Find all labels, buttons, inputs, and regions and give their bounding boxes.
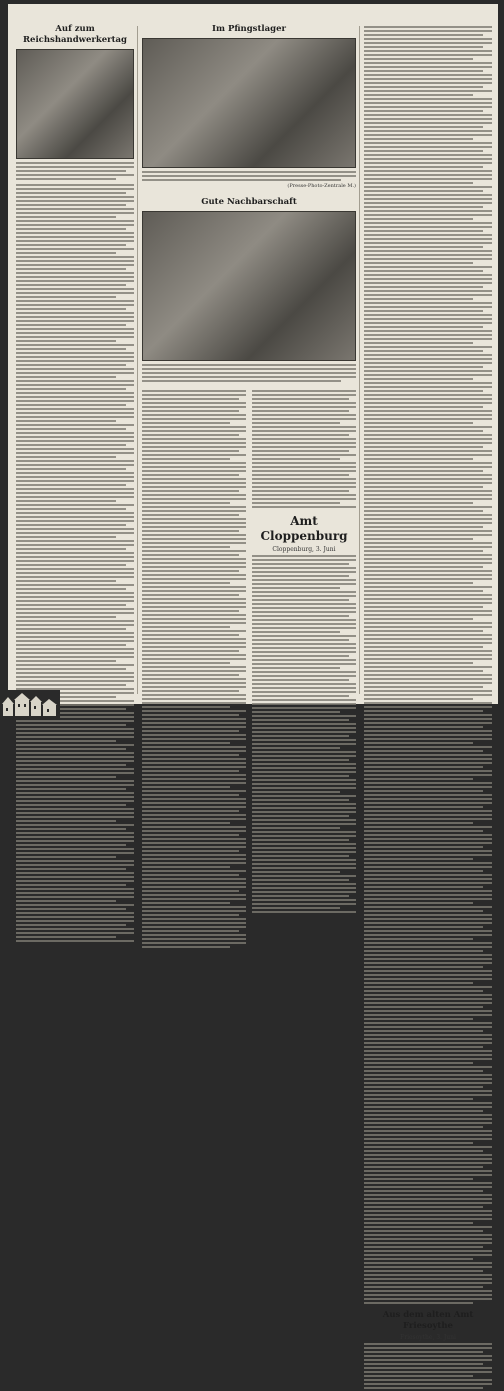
headline-cloppenburg: Amt Cloppenburg	[260, 514, 348, 543]
column-rule	[137, 26, 138, 694]
photo-handwerker	[16, 49, 134, 159]
headline-nachbarschaft: Gute Nachbarschaft	[201, 197, 297, 207]
photo-pfingstlager	[142, 38, 356, 168]
photo-caption	[142, 364, 356, 382]
headline-reichshandwerkertag: Auf zum Reichshandwerkertag	[22, 24, 127, 45]
column-left	[16, 24, 134, 944]
article-body	[142, 388, 356, 950]
photo-nachbarschaft	[142, 211, 356, 361]
headline-pfingstlager: Im Pfingstlager	[212, 24, 286, 34]
dateline-cloppenburg: Cloppenburg, 3. Juni	[272, 546, 336, 553]
dateline-friesoythe: Friesoythe, 3. Juni	[400, 1334, 456, 1341]
article-body	[364, 26, 492, 1304]
article-body	[16, 184, 134, 942]
photo-caption	[142, 171, 356, 189]
newspaper-page	[8, 4, 498, 1341]
article-body	[364, 1343, 492, 1389]
photo-credit: (Presse-Photo-Zentrale M.)	[287, 183, 356, 189]
headline-friesoythe: Aus dem alten Amt Friesoythe	[382, 1310, 474, 1331]
photo-caption	[16, 162, 134, 180]
building-silhouette-icon	[0, 690, 60, 718]
column-rule	[359, 26, 360, 694]
column-right	[364, 24, 492, 1391]
column-center	[142, 24, 356, 950]
